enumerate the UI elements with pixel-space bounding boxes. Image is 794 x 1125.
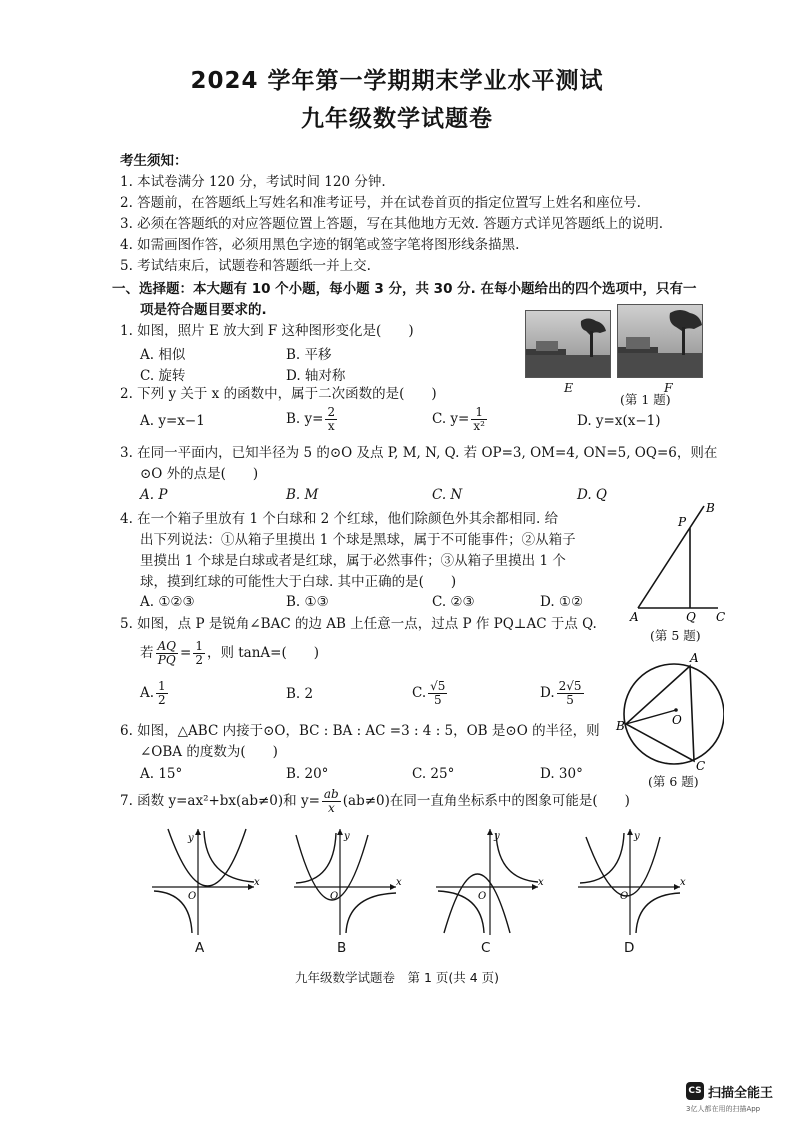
label-p: P xyxy=(678,515,687,529)
fraction-numerator: √5 xyxy=(430,679,446,693)
q4-option-d: D. ①② xyxy=(540,594,584,610)
photo-f xyxy=(617,304,703,378)
q5-option-d-prefix: D. xyxy=(540,685,555,701)
q5-half-fraction xyxy=(193,640,205,667)
q6-option-a: A. 15° xyxy=(140,766,183,782)
q1-option-b: B. 平移 xyxy=(286,347,332,363)
q5-equals: = xyxy=(180,645,192,661)
fraction-denominator: 5 xyxy=(566,693,574,707)
q3-stem-line1: 3. 在同一平面内，已知半径为 5 的⊙O 及点 P, M, N, Q. 若 OP=3, OM=4, ON=5, OQ=6，则在 xyxy=(120,445,718,461)
q5-stem-line2 xyxy=(140,638,319,668)
q5-prefix: 若 xyxy=(140,645,154,661)
q4-option-b: B. ①③ xyxy=(286,594,329,610)
notice-heading: 考生须知： xyxy=(120,153,188,169)
axis-x-label: x xyxy=(680,877,686,888)
q5-ratio-fraction xyxy=(156,640,179,667)
q7-graph-d-label: D xyxy=(624,940,635,956)
fraction-denominator: x² xyxy=(473,419,485,433)
photo-e-image xyxy=(526,311,610,377)
q1-option-a: A. 相似 xyxy=(140,347,186,363)
label-q: Q xyxy=(686,610,696,624)
fraction-numerator: 2 xyxy=(327,405,336,419)
label-a: A xyxy=(630,610,639,624)
q5-option-c-fraction xyxy=(428,680,447,707)
axis-y-label: y xyxy=(188,833,194,844)
q5-option-b: B. 2 xyxy=(286,686,314,702)
q6-option-c: C. 25° xyxy=(412,766,455,782)
q5-option-a-prefix: A. xyxy=(140,685,155,701)
q1-option-c: C. 旋转 xyxy=(140,368,186,384)
q7-graph-c-label: C xyxy=(481,940,491,956)
section-heading-cont: 项是符合题目要求的. xyxy=(140,302,267,318)
label-o: O xyxy=(672,713,682,727)
fraction-denominator: 5 xyxy=(433,693,442,707)
axis-x-label: x xyxy=(254,877,260,888)
q4-stem-line: 出下列说法：①从箱子里摸出 1 个球是黑球，属于不可能事件；②从箱子 xyxy=(140,532,576,548)
notice-item: 2. 答题前，在答题纸上写姓名和准考证号，并在试卷首页的指定位置写上姓名和座位号. xyxy=(120,195,641,211)
photo-f-label: F xyxy=(664,380,673,395)
q7-suffix: (ab≠0)在同一直角坐标系中的图象可能是( ) xyxy=(342,793,630,809)
q6-stem-line1: 6. 如图，△ABC 内接于⊙O，BC : BA : AC =3 : 4 : 5，OB 是⊙O 的半径，则 xyxy=(120,723,600,739)
q5-suffix: ，则 tanA=( ) xyxy=(206,645,320,661)
q4-stem-line: 球，摸到红球的可能性大于白球. 其中正确的是( ) xyxy=(140,574,457,590)
fraction-denominator: 2 xyxy=(158,693,166,707)
q7-stem xyxy=(120,786,630,816)
q2-option-b xyxy=(286,406,339,433)
fig5-triangle xyxy=(620,498,730,626)
q3-stem-line2: ⊙O 外的点是( ) xyxy=(140,466,259,482)
fraction-denominator: x xyxy=(327,419,335,433)
q2-option-c-fraction xyxy=(471,406,487,433)
q2-option-c-prefix: C. y= xyxy=(432,411,470,427)
q5-option-d-fraction xyxy=(557,680,584,707)
photo-e-label: E xyxy=(564,380,574,395)
q2-option-a: A. y=x−1 xyxy=(140,413,205,429)
center-point xyxy=(674,708,678,712)
label-c: C xyxy=(716,610,726,624)
camscanner-name: 扫描全能王 xyxy=(708,1086,774,1101)
q2-option-c xyxy=(432,406,489,433)
q7-prefix: 7. 函数 y=ax²+bx(ab≠0)和 y= xyxy=(120,793,320,809)
fraction-denominator: PQ xyxy=(157,653,176,667)
fig1-caption: (第 1 题) xyxy=(620,392,671,407)
axis-y-label: y xyxy=(494,831,500,842)
fraction-denominator: 2 xyxy=(195,653,203,667)
axis-y-label: y xyxy=(634,831,640,842)
q6-stem-line2: ∠OBA 的度数为( ) xyxy=(140,744,278,760)
line-ab xyxy=(638,506,704,608)
q4-stem-line: 4. 在一个箱子里放有 1 个白球和 2 个红球，他们除颜色外其余都相同. 给 xyxy=(120,511,559,527)
q3-option-b: B. M xyxy=(286,487,319,503)
fraction-numerator: 2√5 xyxy=(558,679,582,693)
fig5-caption: (第 5 题) xyxy=(650,628,701,643)
q3-option-c: C. N xyxy=(432,487,463,503)
fraction-denominator: x xyxy=(327,801,335,815)
axis-x-label: x xyxy=(396,877,402,888)
q1-option-d: D. 轴对称 xyxy=(286,368,346,384)
fig6-caption: (第 6 题) xyxy=(648,774,699,789)
notice-item: 1. 本试卷满分 120 分，考试时间 120 分钟. xyxy=(120,174,386,190)
photo-f-image xyxy=(618,305,702,377)
origin-label: O xyxy=(188,891,197,902)
notice-item: 4. 如需画图作答，必须用黑色字迹的钢笔或签字笔将图形线条描黑. xyxy=(120,237,520,253)
q6-option-b: B. 20° xyxy=(286,766,329,782)
q5-option-a xyxy=(140,680,170,707)
origin-label: O xyxy=(330,891,339,902)
q7-graph-b xyxy=(292,825,402,937)
camscanner-logo-icon: CS xyxy=(686,1082,704,1100)
photo-e xyxy=(525,310,611,378)
notice-item: 5. 考试结束后，试题卷和答题纸一并上交. xyxy=(120,258,371,274)
origin-label: O xyxy=(478,891,487,902)
q5-option-d xyxy=(540,680,586,707)
fraction-numerator: AQ xyxy=(157,639,177,653)
section-heading: 一、选择题：本大题有 10 个小题，每小题 3 分，共 30 分. 在每小题给出的四个选项中，只有一 xyxy=(112,281,697,297)
q2-option-d: D. y=x(x−1) xyxy=(577,413,661,429)
exam-subtitle: 九年级数学试题卷 xyxy=(301,106,493,132)
fraction-numerator: ab xyxy=(323,787,339,801)
exam-title: 2024 学年第一学期期末学业水平测试 xyxy=(190,68,604,94)
label-b: B xyxy=(616,719,625,733)
q7-fraction xyxy=(322,788,341,815)
q7-graph-c xyxy=(434,825,544,937)
origin-label: O xyxy=(620,891,629,902)
axis-x-label: x xyxy=(538,877,544,888)
q6-option-d: D. 30° xyxy=(540,766,583,782)
label-b: B xyxy=(706,501,715,515)
q5-option-a-fraction xyxy=(156,680,168,707)
q2-option-b-prefix: B. y= xyxy=(286,411,324,427)
fraction-numerator: 1 xyxy=(158,679,166,693)
page-footer: 九年级数学试题卷 第 1 页(共 4 页) xyxy=(294,970,500,985)
q3-option-a: A. P xyxy=(140,487,168,503)
q7-graph-a xyxy=(150,825,260,937)
q7-graph-d xyxy=(576,825,686,937)
q7-graph-a-label: A xyxy=(195,940,205,956)
q1-stem: 1. 如图，照片 E 放大到 F 这种图形变化是( ) xyxy=(120,323,414,339)
q7-graph-b-label: B xyxy=(337,940,347,956)
q4-option-c: C. ②③ xyxy=(432,594,475,610)
q3-option-d: D. Q xyxy=(577,487,607,503)
axis-y-label: y xyxy=(344,831,350,842)
q5-option-c-prefix: C. xyxy=(412,685,427,701)
camscanner-tagline: 3亿人都在用的扫描App xyxy=(686,1105,761,1113)
fraction-numerator: 1 xyxy=(195,639,203,653)
fraction-numerator: 1 xyxy=(471,406,487,420)
fig6-circle xyxy=(614,648,724,770)
q5-stem-line1: 5. 如图，点 P 是锐角∠BAC 的边 AB 上任意一点，过点 P 作 PQ⊥AC 于点 Q. xyxy=(120,616,597,632)
label-c: C xyxy=(696,759,706,770)
q2-option-b-fraction xyxy=(325,406,337,433)
q5-option-c xyxy=(412,680,449,707)
q4-option-a: A. ①②③ xyxy=(140,594,195,610)
q4-stem-line: 里摸出 1 个球是白球或者是红球，属于必然事件；③从箱子里摸出 1 个 xyxy=(140,553,566,569)
q2-stem: 2. 下列 y 关于 x 的函数中，属于二次函数的是( ) xyxy=(120,386,437,402)
notice-item: 3. 必须在答题纸的对应答题位置上答题，写在其他地方无效. 答题方式详见答题纸上的说明. xyxy=(120,216,664,232)
label-a: A xyxy=(690,651,699,665)
